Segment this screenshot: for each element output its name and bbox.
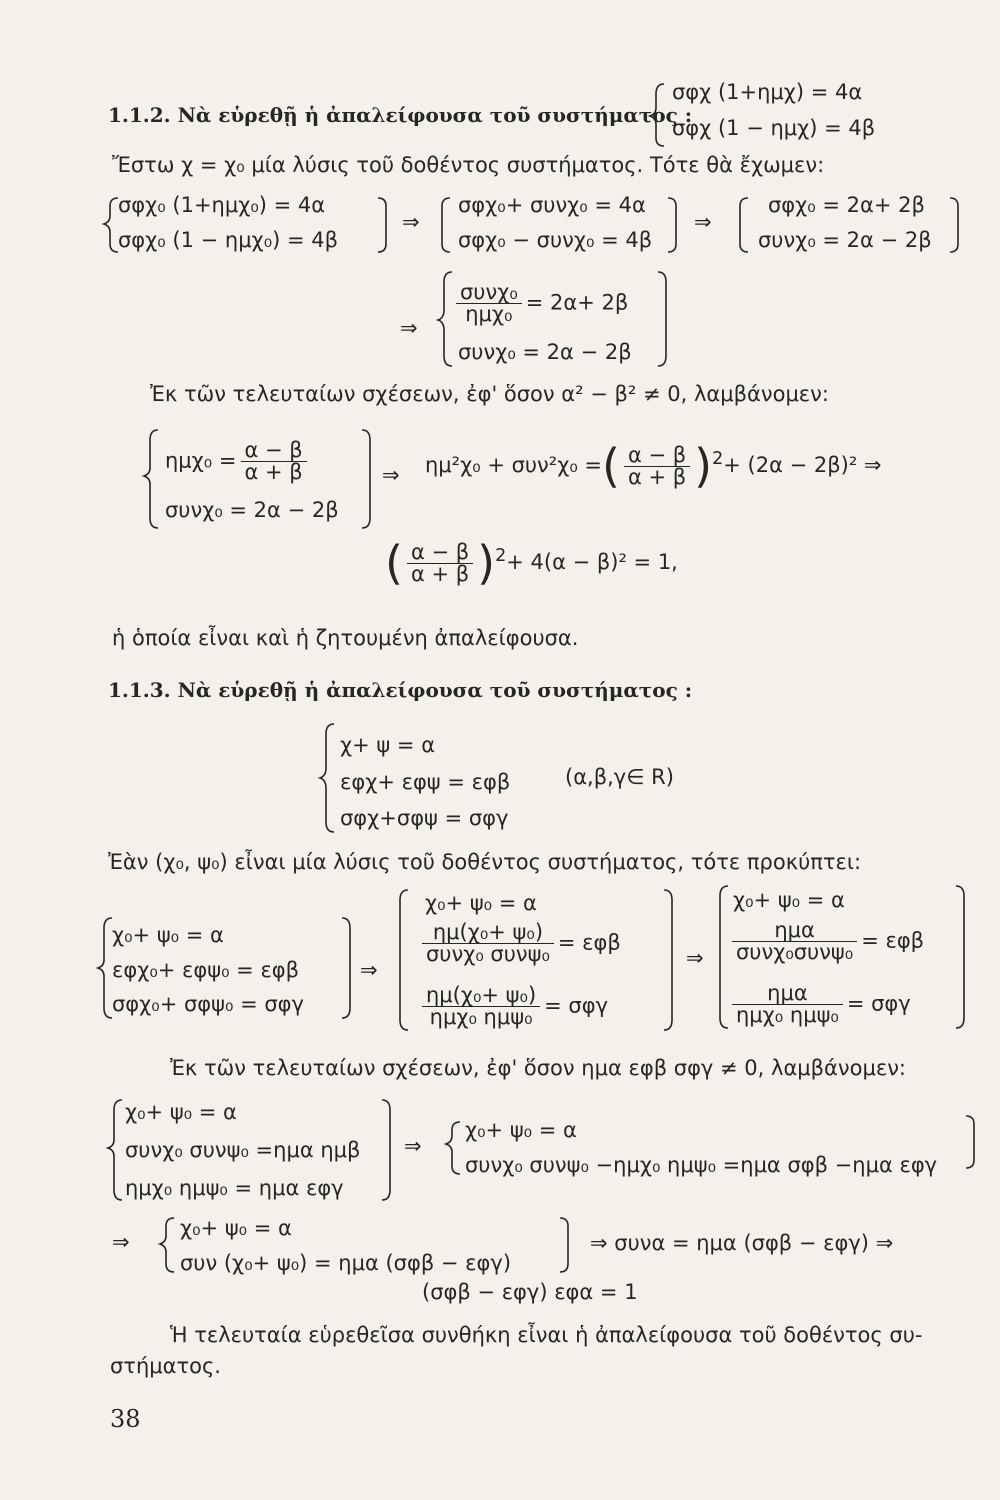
- result-denominator: α + β: [627, 464, 687, 489]
- brace-sysA-left: [104, 198, 118, 252]
- brace-sysE-right: [362, 430, 370, 528]
- conclusion-112: ἡ ὁποία εἶναι καὶ ἡ ζητουμένη ἀπαλείφουσα.: [112, 626, 579, 650]
- brace-sysD-right: [658, 272, 666, 366]
- result-numerator: α − β: [624, 445, 690, 467]
- final-rhs: + 4(α − β)² = 1,: [506, 550, 678, 574]
- final-denominator: α + β: [410, 561, 470, 586]
- brace-sF-right: [560, 1218, 568, 1272]
- sysE-lhs: ημχ₀ =: [165, 448, 237, 473]
- sD-eq-1: χ₀+ ψ₀ = α: [125, 1100, 237, 1124]
- sE-eq-1: χ₀+ ψ₀ = α: [465, 1118, 577, 1142]
- sA-eq-2: εφχ₀+ εφψ₀ = εφβ: [112, 958, 300, 982]
- brace-sysC-left: [740, 198, 748, 252]
- brace-sE-right: [966, 1116, 974, 1168]
- intro-line: Ἔστω χ = χ₀ μία λύσις τοῦ δοθέντος συστήματος. Τότε θὰ ἔχωμεν:: [112, 153, 825, 177]
- brace-sD-right: [382, 1100, 390, 1200]
- implies-1: ⇒: [402, 210, 420, 234]
- sysC-eq-2: συνχ₀ = 2α − 2β: [758, 228, 932, 252]
- intro-113: Ἐὰν (χ₀, ψ₀) εἶναι μία λύσις τοῦ δοθέντος συστήματος, τότε προκύπτει:: [108, 850, 862, 874]
- sB2-rhs: = εφβ: [557, 930, 621, 955]
- sysB-eq-2: σφχ₀ − συνχ₀ = 4β: [458, 228, 653, 252]
- sC2-denominator: συνχ₀συνψ₀: [736, 940, 854, 964]
- brace-system-113: [320, 724, 334, 832]
- sD-eq-2: συνχ₀ συνψ₀ =ημα ημβ: [125, 1138, 361, 1162]
- brace-sysB-right: [668, 198, 676, 252]
- brace-sysC-right: [950, 198, 958, 252]
- system-eq-2: σφχ (1 − ημχ) = 4β: [672, 116, 876, 140]
- sD-eq-3: ημχ₀ ημψ₀ = ημα εφγ: [125, 1176, 344, 1200]
- brace-sC-left: [720, 886, 728, 1028]
- brace-sC-right: [956, 886, 964, 1028]
- result-rhs: + (2α − 2β)² ⇒: [723, 453, 882, 477]
- sysD-denominator: ημχ₀: [465, 302, 513, 326]
- sys113-eq-3: σφχ+σφψ = σφγ: [340, 806, 509, 830]
- brace-sA-left: [98, 918, 112, 1018]
- brace-sE-left: [446, 1122, 460, 1174]
- implies-2: ⇒: [694, 210, 712, 234]
- brace-system-112: [650, 84, 664, 146]
- brace-sysD-left: [438, 272, 452, 366]
- sysC-eq-1: σφχ₀ = 2α+ 2β: [768, 193, 925, 217]
- sysA-eq-2: σφχ₀ (1 − ημχ₀) = 4β: [118, 228, 339, 252]
- sysD-eq-2: συνχ₀ = 2α − 2β: [458, 340, 632, 364]
- sysD-rhs: = 2α+ 2β: [525, 290, 629, 315]
- implies-7: ⇒: [404, 1134, 422, 1158]
- sF-eq-1: χ₀+ ψ₀ = α: [180, 1216, 292, 1240]
- text-condition-113: Ἐκ τῶν τελευταίων σχέσεων, ἐφ' ὅσον ημα εφβ σφγ ≠ 0, λαμβάνομεν:: [170, 1056, 906, 1080]
- sC3-denominator: ημχ₀ ημψ₀: [736, 1003, 839, 1027]
- sB2-numerator: ημ(χ₀+ ψ₀): [422, 922, 554, 944]
- sys113-eq-1: χ+ ψ = α: [340, 733, 436, 757]
- brace-sD-left: [108, 1100, 122, 1200]
- final-condition: (σφβ − εφγ) εφα = 1: [422, 1280, 638, 1304]
- conclusion-113-line1: Ἡ τελευταία εὑρεθεῖσα συνθήκη εἶναι ἡ ἀπαλείφουσα τοῦ δοθέντος συ-: [170, 1323, 923, 1347]
- brace-sysB-left: [442, 198, 450, 252]
- result-eq: ημ²χ₀ + συν²χ₀ =( $\frac{\alpha - \beta}{\alpha + \beta}$ )$^2$+ (2α − 2β)² ⇒: [425, 439, 882, 493]
- final-numerator: α − β: [407, 542, 473, 564]
- sC2-numerator: ημα: [732, 920, 857, 942]
- sysE-numerator: α − β: [241, 440, 307, 462]
- final-eq: ( $\frac{\alpha - \beta}{\alpha + \beta}$ )$^2$+ 4(α − β)² = 1,: [385, 536, 678, 590]
- implies-4: ⇒: [382, 463, 400, 487]
- brace-sB-right: [664, 890, 672, 1030]
- heading-1-1-2: 1.1.2. Νὰ εὑρεθῇ ἡ ἀπαλείφουσα τοῦ συστήματος :: [108, 103, 693, 127]
- sA-eq-3: σφχ₀+ σφψ₀ = σφγ: [112, 992, 304, 1016]
- sF-rhs: ⇒ συνα = ημα (σφβ − εφγ) ⇒: [590, 1231, 894, 1255]
- brace-sB-left: [400, 890, 408, 1030]
- sysA-eq-1: σφχ₀ (1+ημχ₀) = 4α: [118, 193, 326, 217]
- sB-eq-1: χ₀+ ψ₀ = α: [425, 891, 537, 915]
- sysE-denominator: α + β: [244, 460, 303, 484]
- sysE-eq-2: συνχ₀ = 2α − 2β: [165, 498, 339, 522]
- heading-1-1-3: 1.1.3. Νὰ εὑρεθῇ ἡ ἀπαλείφουσα τοῦ συστήματος :: [108, 678, 693, 702]
- sB3-denominator: ημχ₀ ημψ₀: [429, 1005, 533, 1029]
- conclusion-113-line2: στήματος.: [110, 1354, 221, 1378]
- brace-sA-right: [342, 918, 350, 1018]
- sysB-eq-1: σφχ₀+ συνχ₀ = 4α: [458, 193, 646, 217]
- sB3-numerator: ημ(χ₀+ ψ₀): [422, 985, 540, 1007]
- implies-8: ⇒: [112, 1230, 130, 1254]
- sysD-numerator: συνχ₀: [456, 282, 522, 304]
- system-eq-1: σφχ (1+ημχ) = 4α: [672, 80, 863, 104]
- sC3-rhs: = σφγ: [846, 991, 911, 1016]
- sC-eq-1: χ₀+ ψ₀ = α: [733, 888, 845, 912]
- sys113-condition: (α,β,γ∈ R): [565, 765, 674, 789]
- text-condition: Ἐκ τῶν τελευταίων σχέσεων, ἐφ' ὅσον α² − β² ≠ 0, λαμβάνομεν:: [150, 382, 829, 406]
- brace-sysE-left: [144, 430, 158, 528]
- sys113-eq-2: εφχ+ εφψ = εφβ: [340, 770, 511, 794]
- sA-eq-1: χ₀+ ψ₀ = α: [112, 923, 224, 947]
- sB2-denominator: συνχ₀ συνψ₀: [426, 942, 550, 966]
- sC3-numerator: ημα: [732, 983, 843, 1005]
- sC2-rhs: = εφβ: [861, 928, 925, 953]
- brace-sF-left: [160, 1218, 174, 1272]
- implies-6: ⇒: [686, 946, 704, 970]
- sF-eq-2: συν (χ₀+ ψ₀) = ημα (σφβ − εφγ): [180, 1251, 512, 1275]
- sE-eq-2: συνχ₀ συνψ₀ −ημχ₀ ημψ₀ =ημα σφβ −ημα εφγ: [465, 1153, 938, 1177]
- implies-3: ⇒: [400, 316, 418, 340]
- result-lhs: ημ²χ₀ + συν²χ₀ =: [425, 453, 603, 477]
- sB3-rhs: = σφγ: [544, 993, 609, 1018]
- brace-sysA-right: [378, 198, 386, 252]
- page-number: 38: [110, 1405, 141, 1433]
- implies-5: ⇒: [360, 958, 378, 982]
